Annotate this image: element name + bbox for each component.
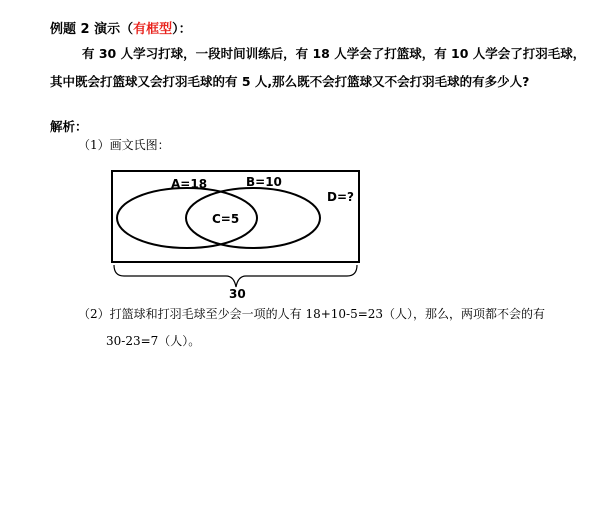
title-suffix: ）： (172, 22, 192, 37)
step-2-line-1: （2）打篮球和打羽毛球至少会一项的人有 18+10-5=23（人），那么，两项都不会的有 (78, 307, 546, 321)
problem-line-2: 其中既会打篮球又会打羽毛球的有 5 人,那么既不会打篮球又不会打羽毛球的有多少人? (50, 74, 530, 89)
step-2-line-2: 30-23=7（人）。 (106, 334, 201, 348)
step-1-text: （1）画文氏图： (78, 138, 170, 152)
label-b: B=10 (246, 175, 282, 189)
set-b-ellipse (186, 188, 320, 248)
title-prefix: 例题 2 演示（ (50, 22, 134, 37)
problem-line-1: 有 30 人学习打球，一段时间训练后，有 18 人学会了打篮球，有 10 人学会了打羽毛球， (82, 46, 586, 61)
title-highlight: 有框型 (133, 22, 173, 37)
label-a: A=18 (171, 177, 208, 191)
total-label: 30 (229, 287, 246, 300)
total-brace (114, 265, 357, 287)
label-c: C=5 (212, 212, 240, 226)
label-d: D=? (327, 190, 354, 204)
analysis-label: 解析： (50, 119, 88, 134)
